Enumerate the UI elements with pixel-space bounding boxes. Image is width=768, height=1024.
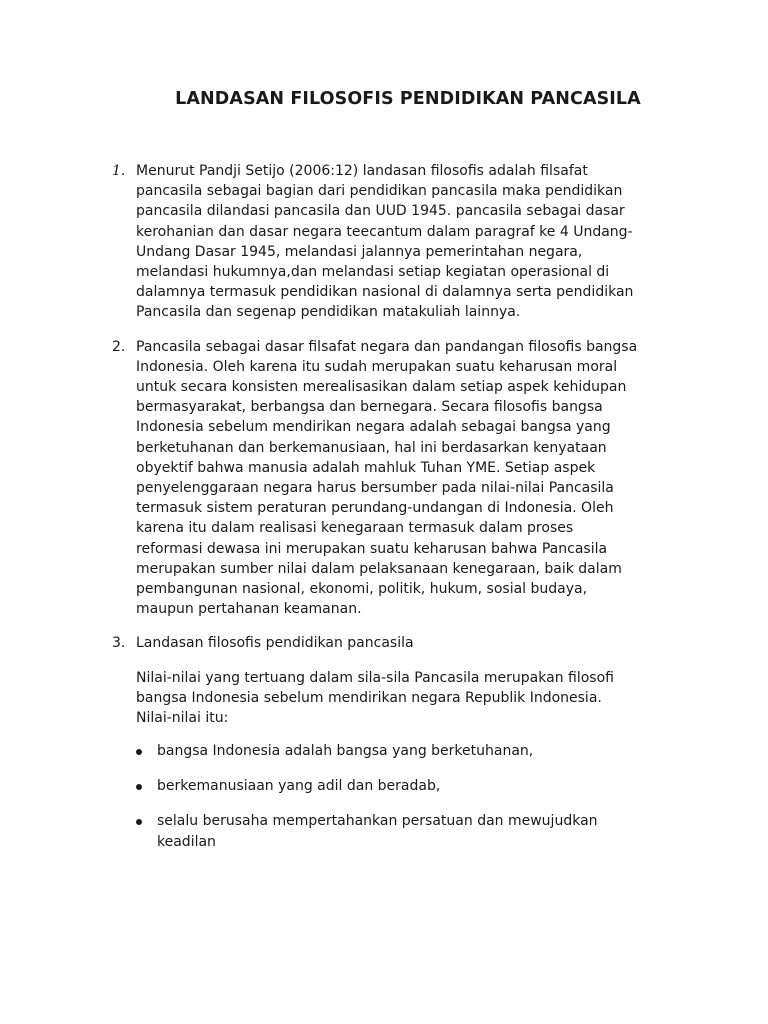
text-line: Pancasila dan segenap pendidikan matakuliah lainnya.	[136, 304, 521, 321]
text-line: pancasila dilandasi pancasila dan UUD 1945. pancasila sebagai dasar	[136, 203, 625, 220]
list-item-text	[136, 161, 692, 323]
text-line: bangsa Indonesia sebelum mendirikan negara Republik Indonesia.	[136, 689, 602, 706]
list-item	[112, 337, 692, 620]
text-line: Undang Dasar 1945, melandasi jalannya pemerintahan negara,	[136, 243, 583, 260]
text-line: Indonesia sebelum mendirikan negara adalah sebagai bangsa yang	[136, 419, 611, 436]
text-line: untuk secara konsisten merealisasikan dalam setiap aspek kehidupan	[136, 379, 627, 396]
text-line: Nilai-nilai itu:	[136, 710, 229, 727]
text-line: merupakan sumber nilai dalam pelaksanaan kenegaraan, baik dalam	[136, 560, 622, 577]
text-line: berkemanusiaan yang adil dan beradab,	[157, 778, 441, 795]
numbered-list	[112, 161, 692, 728]
text-line: Landasan filosofis pendidikan pancasila	[136, 635, 414, 652]
text-line: Menurut Pandji Setijo (2006:12) landasan filosofis adalah filsafat	[136, 163, 588, 179]
list-number: 1.	[112, 163, 126, 179]
text-line: Nilai-nilai yang tertuang dalam sila-sila Pancasila merupakan filosofi	[136, 669, 614, 686]
text-line: obyektif bahwa manusia adalah mahluk Tuhan YME. Setiap aspek	[136, 459, 596, 476]
text-line: melandasi hukumnya,dan melandasi setiap kegiatan operasional di	[136, 264, 610, 281]
bullet-icon	[136, 819, 142, 825]
text-line: penyelenggaraan negara harus bersumber pada nilai-nilai Pancasila	[136, 480, 614, 497]
document-title: LANDASAN FILOSOFIS PENDIDIKAN PANCASILA	[175, 89, 641, 109]
list-item-text	[136, 337, 692, 620]
text-line: maupun pertahanan keamanan.	[136, 601, 362, 618]
text-line: Pancasila sebagai dasar filsafat negara dan pandangan filosofis bangsa	[136, 338, 638, 355]
list-number: 2.	[112, 338, 126, 355]
text-line: termasuk sistem peraturan perundang-undangan di Indonesia. Oleh	[136, 500, 614, 517]
text-line: pancasila sebagai bagian dari pendidikan pancasila maka pendidikan	[136, 183, 623, 200]
list-item	[112, 161, 692, 323]
text-line: keadilan	[157, 833, 216, 850]
list-item	[112, 633, 692, 728]
bullet-item	[136, 776, 692, 796]
bullet-icon	[136, 749, 142, 755]
bullet-icon	[136, 784, 142, 790]
bullet-item	[136, 811, 692, 851]
text-line: pembangunan nasional, ekonomi, politik, hukum, sosial budaya,	[136, 581, 588, 598]
text-line: dalamnya termasuk pendidikan nasional di dalamnya serta pendidikan	[136, 284, 634, 301]
text-line: selalu berusaha mempertahankan persatuan dan mewujudkan	[157, 813, 598, 830]
text-line: reformasi dewasa ini merupakan suatu keharusan bahwa Pancasila	[136, 540, 608, 557]
text-line: berketuhanan dan berkemanusiaan, hal ini berdasarkan kenyataan	[136, 439, 607, 456]
list-number: 3.	[112, 635, 126, 652]
text-line: Indonesia. Oleh karena itu sudah merupakan suatu keharusan moral	[136, 358, 618, 375]
text-line: bangsa Indonesia adalah bangsa yang berketuhanan,	[157, 743, 534, 759]
text-line: bermasyarakat, berbangsa dan bernegara. Secara filosofis bangsa	[136, 399, 603, 416]
text-line: karena itu dalam realisasi kenegaraan termasuk dalam proses	[136, 520, 574, 537]
sub-paragraph	[136, 668, 692, 729]
text-line: kerohanian dan dasar negara teecantum dalam paragraf ke 4 Undang-	[136, 223, 633, 240]
list-item-text	[136, 633, 692, 653]
bullet-item	[136, 741, 692, 761]
bullet-list	[112, 741, 692, 867]
